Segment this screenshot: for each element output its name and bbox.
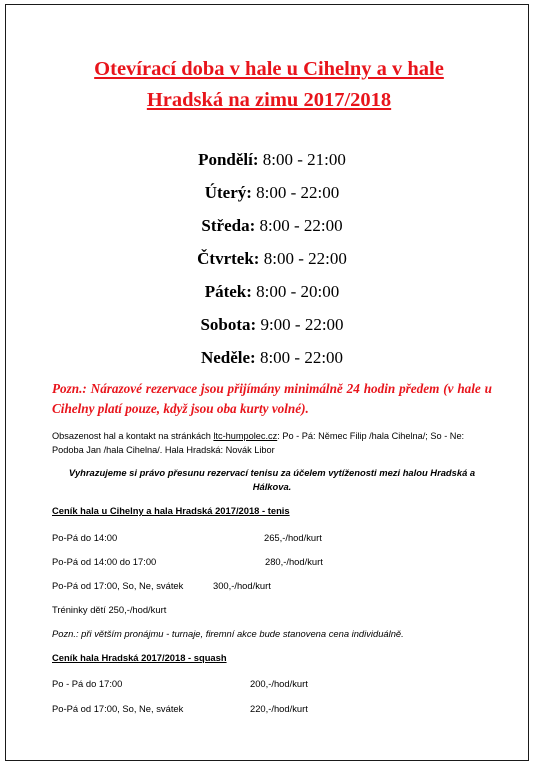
day-label: Středa: — [201, 216, 256, 235]
day-hours: 8:00 - 21:00 — [258, 150, 346, 169]
schedule-row-sunday — [6, 344, 538, 377]
tennis-price-row — [52, 532, 322, 543]
day-hours: 8:00 - 22:00 — [259, 249, 347, 268]
day-hours: 8:00 - 22:00 — [255, 348, 344, 367]
day-label: Sobota: — [200, 315, 257, 334]
opening-hours — [0, 146, 538, 377]
reservation-note: Pozn.: Nárazové rezervace jsou přijímány minimálně 24 hodin předem (v hale u Cihelny platí pouze, když jsou oba kurty volné). — [52, 381, 492, 416]
day-label: Pátek: — [204, 282, 252, 301]
price-value: 265,-/hod/kurt — [264, 532, 322, 543]
squash-price-row — [52, 678, 308, 689]
price-label: Po-Pá od 17:00, So, Ne, svátek — [52, 703, 184, 714]
price-label: Po - Pá do 17:00 — [52, 678, 123, 689]
price-value: 220,-/hod/kurt — [250, 703, 308, 714]
squash-price-title: Ceník hala Hradská 2017/2018 - squash — [52, 652, 227, 663]
price-label: Po-Pá od 17:00, So, Ne, svátek — [52, 580, 184, 591]
schedule-row-wednesday — [6, 212, 538, 245]
website-link[interactable]: ltc-humpolec.cz — [213, 431, 278, 441]
day-label: Čtvrtek: — [197, 249, 260, 268]
price-value: 280,-/hod/kurt — [265, 556, 323, 567]
contact-info — [52, 429, 492, 457]
day-hours: 9:00 - 22:00 — [256, 315, 344, 334]
schedule-row-monday — [6, 146, 538, 179]
squash-price-row — [52, 703, 308, 714]
price-label: Po-Pá do 14:00 — [52, 532, 118, 543]
page-title — [0, 54, 538, 116]
tennis-price-note: Pozn.: při větším pronájmu - turnaje, firemní akce bude stanovena cena individuálně. — [52, 628, 404, 639]
title-line-2: Hradská na zimu 2017/2018 — [146, 89, 392, 111]
schedule-row-thursday — [6, 245, 538, 278]
price-label: Po-Pá od 14:00 do 17:00 — [52, 556, 157, 567]
day-hours: 8:00 - 20:00 — [251, 282, 340, 301]
day-label: Úterý: — [204, 183, 252, 202]
contact-suffix: : Po - Pá: Němec Filip /hala Cihelna/; So - Ne: Podoba Jan /hala Cihelna/. Hala Hradská: Novák Libor — [52, 431, 465, 455]
title-line-1: Otevírací doba v hale u Cihelny a v hale — [94, 58, 444, 80]
schedule-row-saturday — [6, 311, 538, 344]
schedule-row-tuesday — [6, 179, 538, 212]
contact-prefix: Obsazenost hal a kontakt na stránkách — [52, 431, 214, 441]
tennis-price-row — [52, 556, 323, 567]
tennis-price-title: Ceník hala u Cihelny a hala Hradská 2017/2018 - tenis — [52, 505, 290, 516]
schedule-row-friday — [6, 278, 538, 311]
day-label: Pondělí: — [198, 150, 259, 169]
day-label: Neděle: — [200, 348, 256, 367]
reservation-rights-note: Vyhrazujeme si právo přesunu rezervací tenisu za účelem vytíženosti mezi halou Hradská a Hálkova. — [68, 467, 476, 492]
day-hours: 8:00 - 22:00 — [255, 216, 343, 235]
price-value: 300,-/hod/kurt — [213, 580, 271, 591]
kids-training-price: Tréninky dětí 250,-/hod/kurt — [52, 604, 167, 615]
price-value: 200,-/hod/kurt — [250, 678, 308, 689]
day-hours: 8:00 - 22:00 — [251, 183, 340, 202]
tennis-price-row — [52, 580, 271, 591]
